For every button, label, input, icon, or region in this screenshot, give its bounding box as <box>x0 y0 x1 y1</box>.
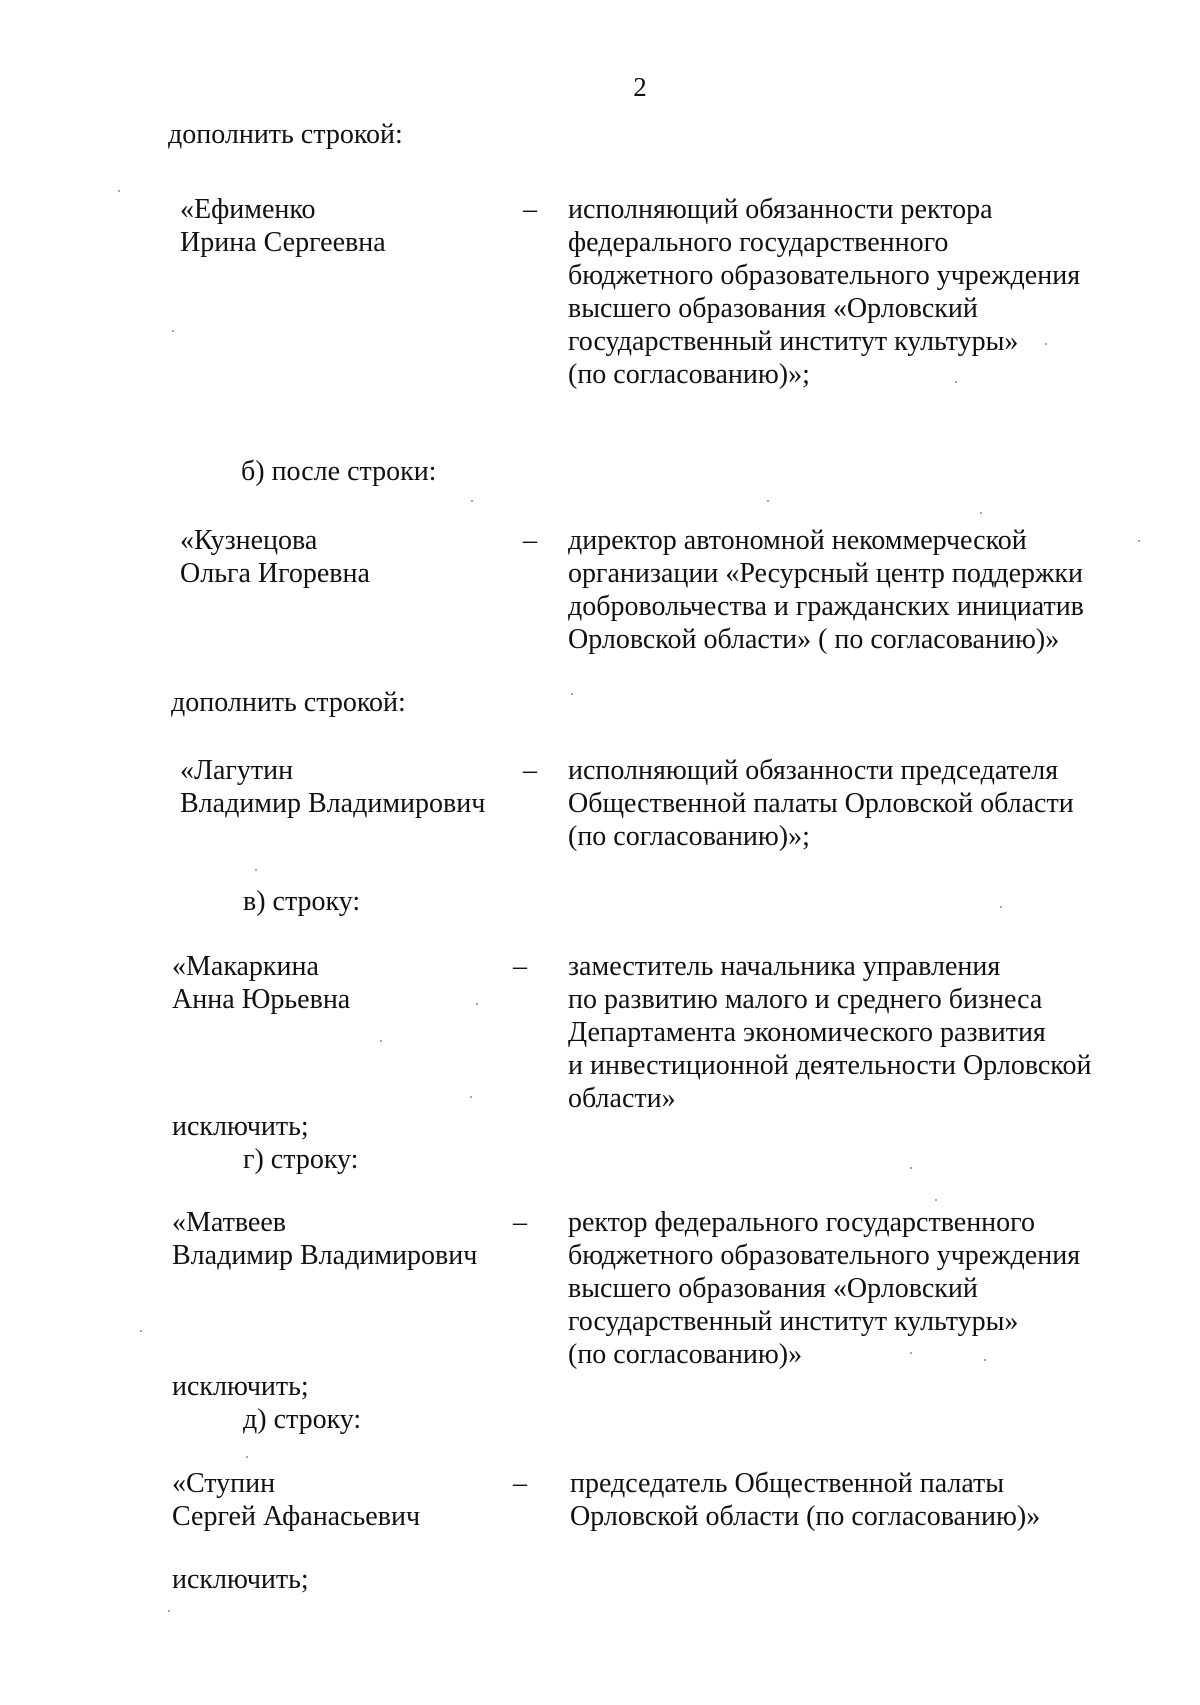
scan-speck <box>1000 906 1002 908</box>
intro-text: д) строку: <box>243 1404 362 1435</box>
intro-text: б) после строки: <box>241 456 437 487</box>
position-description <box>568 950 1091 1115</box>
position-description <box>570 1467 1040 1533</box>
position-description <box>568 193 1080 391</box>
description-line: государственный институт культуры» <box>568 1306 1019 1337</box>
dash-separator: – <box>513 1207 527 1238</box>
scan-speck <box>140 1330 142 1332</box>
scan-speck <box>255 869 257 871</box>
description-line: заместитель начальника управления <box>568 951 1001 982</box>
intro-text: в) строку: <box>243 886 361 917</box>
scan-speck <box>172 330 174 332</box>
intro-text: дополнить строкой: <box>168 119 403 150</box>
description-line: федерального государственного <box>568 227 949 258</box>
description-line: (по согласованию)»; <box>568 821 810 852</box>
person-surname: «Лагутин <box>180 755 294 786</box>
scan-speck <box>476 1003 478 1005</box>
description-line: исполняющий обязанности председателя <box>568 755 1059 786</box>
scan-speck <box>471 500 473 502</box>
scan-speck <box>935 1199 937 1201</box>
description-line: области» <box>568 1083 676 1114</box>
person-surname: «Макаркина <box>172 951 319 982</box>
scan-speck <box>767 500 769 502</box>
description-line: и инвестиционной деятельности Орловской <box>568 1050 1092 1081</box>
description-line: Общественной палаты Орловской области <box>568 788 1074 819</box>
scan-speck <box>1045 343 1047 345</box>
person-given-names: Владимир Владимирович <box>180 788 486 819</box>
person-given-names: Владимир Владимирович <box>172 1240 478 1271</box>
description-line: председатель Общественной палаты <box>570 1468 1005 1499</box>
description-line: бюджетного образовательного учреждения <box>568 260 1081 291</box>
position-description <box>568 1206 1080 1371</box>
scan-speck <box>470 1096 472 1098</box>
description-line: ректор федерального государственного <box>568 1207 1035 1238</box>
description-line: по развитию малого и среднего бизнеса <box>568 984 1043 1015</box>
scan-speck <box>910 1352 912 1354</box>
scan-speck <box>571 693 573 695</box>
person-surname: «Матвеев <box>172 1207 286 1238</box>
scan-speck <box>1138 540 1140 542</box>
description-line: Орловской области (по согласованию)» <box>570 1501 1041 1532</box>
description-line: бюджетного образовательного учреждения <box>568 1240 1081 1271</box>
position-description <box>568 524 1084 656</box>
description-line: директор автономной некоммерческой <box>568 525 1027 556</box>
dash-separator: – <box>523 194 537 225</box>
scan-speck <box>980 512 982 514</box>
description-line: (по согласованию)» <box>568 1339 803 1370</box>
scan-speck <box>118 190 120 192</box>
description-line: государственный институт культуры» <box>568 326 1019 357</box>
person-surname: «Кузнецова <box>180 525 318 556</box>
scan-speck <box>955 381 957 383</box>
person-given-names: Сергей Афанасьевич <box>172 1501 421 1532</box>
position-description <box>568 754 1074 853</box>
person-surname: «Ступин <box>172 1468 276 1499</box>
description-line: высшего образования «Орловский <box>568 1273 978 1304</box>
outro-text: исключить; <box>172 1111 309 1142</box>
description-line: добровольчества и гражданских инициатив <box>568 591 1084 622</box>
description-line: (по согласованию)»; <box>568 359 810 390</box>
person-surname: «Ефименко <box>180 194 316 225</box>
page-number: 2 <box>633 72 647 102</box>
description-line: организации «Ресурсный центр поддержки <box>568 558 1083 589</box>
description-line: исполняющий обязанности ректора <box>568 194 993 225</box>
scan-speck <box>168 1610 170 1612</box>
description-line: Департамента экономического развития <box>568 1017 1046 1048</box>
outro-text: исключить; <box>172 1564 309 1595</box>
dash-separator: – <box>523 755 537 786</box>
scan-speck <box>380 1040 382 1042</box>
person-given-names: Ольга Игоревна <box>180 558 370 589</box>
outro-text: исключить; <box>172 1371 309 1402</box>
person-given-names: Ирина Сергеевна <box>180 227 386 258</box>
description-line: высшего образования «Орловский <box>568 293 978 324</box>
scan-speck <box>246 1456 248 1458</box>
intro-text: дополнить строкой: <box>171 687 406 718</box>
scan-speck <box>910 1167 912 1169</box>
person-given-names: Анна Юрьевна <box>172 984 351 1015</box>
intro-text: г) строку: <box>243 1144 359 1175</box>
dash-separator: – <box>523 525 537 556</box>
description-line: Орловской области» ( по согласованию)» <box>568 624 1060 655</box>
scan-speck <box>984 1359 986 1361</box>
dash-separator: – <box>513 951 527 982</box>
dash-separator: – <box>513 1468 527 1499</box>
